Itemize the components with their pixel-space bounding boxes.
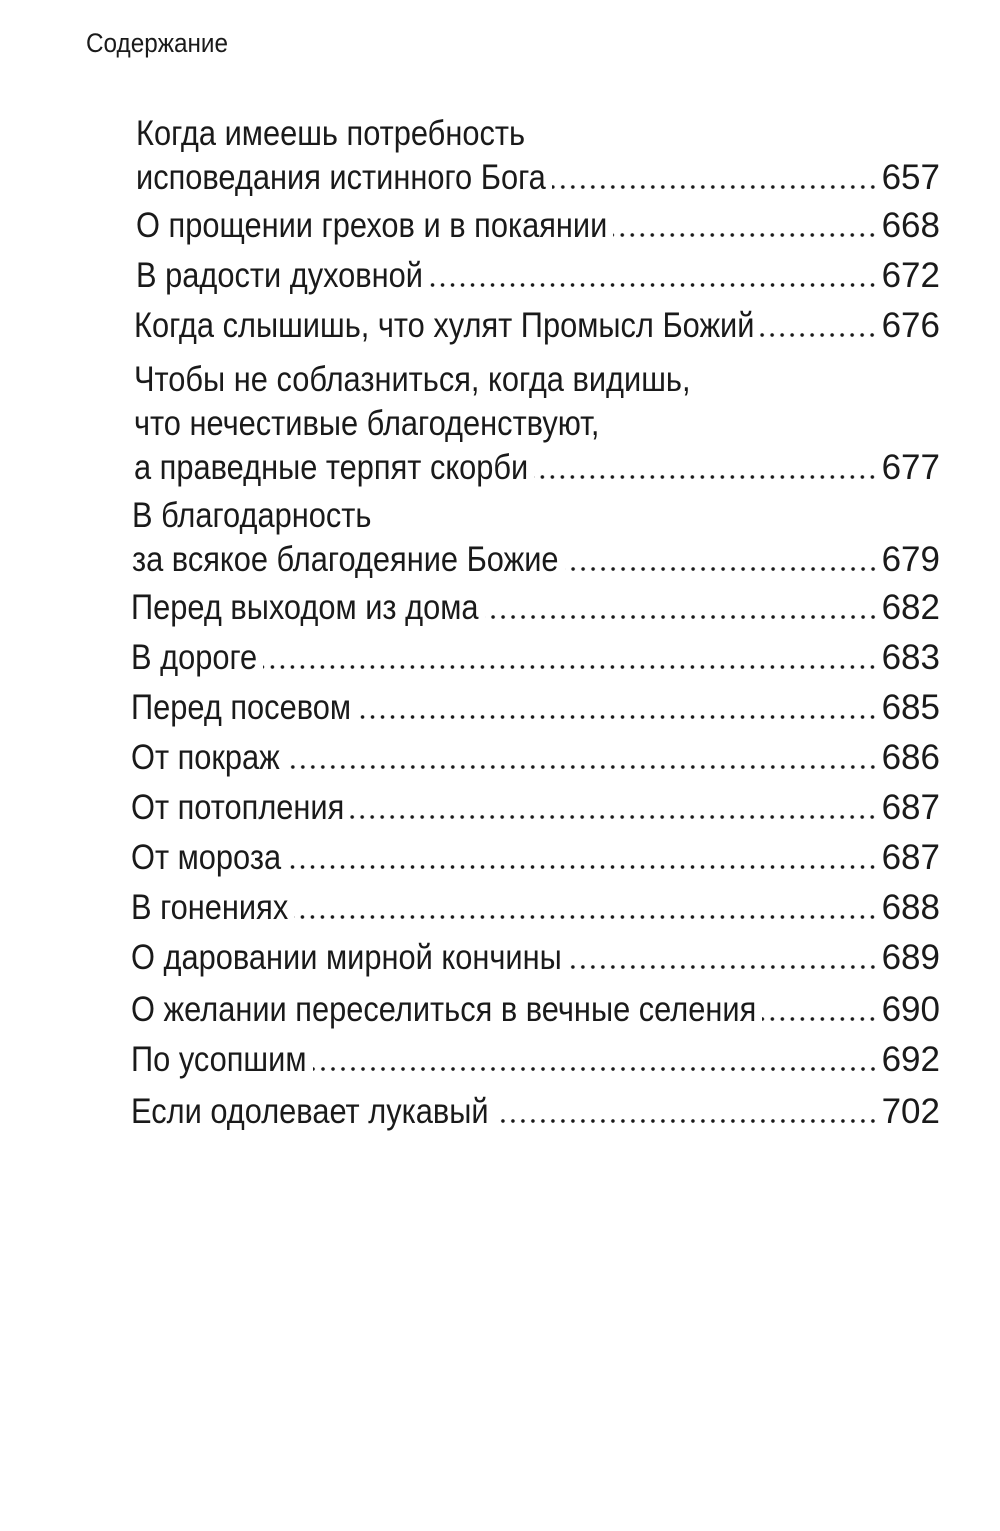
toc-page-number: 687 (881, 838, 940, 877)
toc-page-number: 688 (881, 888, 940, 927)
toc-entry-title-line: От мороза (131, 838, 282, 877)
toc-entry-row (131, 736, 940, 780)
toc-entry-row (134, 446, 940, 490)
toc-entry-title-line: В дороге (131, 638, 258, 677)
dot-leader (429, 282, 878, 288)
toc-page-number: 679 (881, 540, 940, 579)
toc-entry-title-line: Перед выходом из дома (131, 588, 479, 627)
toc-entry-title-line: исповедания истинного Бога (136, 158, 546, 197)
toc-entry-row (132, 538, 940, 582)
dot-leader (613, 232, 877, 238)
toc-page-number: 668 (881, 206, 940, 245)
toc-page-number: 686 (881, 738, 940, 777)
dot-leader (534, 474, 877, 480)
toc-entry[interactable] (131, 786, 940, 830)
toc-entry-row (131, 886, 940, 930)
toc-entry-row (131, 636, 940, 680)
toc-entry[interactable] (134, 304, 940, 348)
toc-entry-title-line: В благодарность (132, 496, 372, 535)
dot-leader (565, 566, 878, 572)
toc-entry-title-line: В радости духовной (136, 256, 424, 295)
toc-entry-title-line: а праведные терпят скорби (134, 448, 529, 487)
toc-entry-title-line: что нечестивые благоденствуют, (134, 404, 600, 443)
toc-entry[interactable] (136, 204, 940, 248)
dot-leader (357, 714, 878, 720)
toc-entry[interactable] (131, 586, 940, 630)
toc-page-number: 672 (881, 256, 940, 295)
toc-entry-title-line: В гонениях (131, 888, 289, 927)
toc-entry[interactable] (134, 358, 940, 490)
toc-entry[interactable] (131, 1038, 940, 1082)
dot-leader (263, 664, 877, 670)
toc-page-number: 657 (881, 158, 940, 197)
toc-entry[interactable] (131, 936, 940, 980)
toc-page-number: 682 (881, 588, 940, 627)
toc-entry-row (131, 988, 940, 1032)
dot-leader (568, 964, 878, 970)
toc-entry-row (131, 1038, 940, 1082)
toc-entry[interactable] (136, 112, 940, 200)
toc-entry[interactable] (131, 1090, 940, 1134)
toc-entry-row (136, 156, 940, 200)
toc-entry-title-line: О желании переселиться в вечные селения (131, 990, 757, 1029)
toc-entry-title-line: От покраж (131, 738, 280, 777)
toc-entry[interactable] (136, 254, 940, 298)
toc-entry-row (136, 254, 940, 298)
dot-leader (485, 614, 878, 620)
toc-page-number: 687 (881, 788, 940, 827)
dot-leader (350, 814, 877, 820)
toc-page-number: 690 (881, 990, 940, 1029)
toc-entry-row (136, 204, 940, 248)
dot-leader (294, 914, 877, 920)
dot-leader (287, 864, 878, 870)
toc-entry-title-line: От потопления (131, 788, 345, 827)
toc-entry-row (131, 786, 940, 830)
toc-entry-title-line: О даровании мирной кончины (131, 938, 562, 977)
toc-entry-title-line: Чтобы не соблазниться, когда видишь, (134, 360, 691, 399)
toc-entry[interactable] (131, 636, 940, 680)
toc-entry-row (131, 936, 940, 980)
toc-page-number: 702 (881, 1092, 940, 1131)
toc-entry-row (131, 586, 940, 630)
toc-entry[interactable] (132, 494, 940, 582)
dot-leader (762, 1016, 877, 1022)
dot-leader (760, 332, 877, 338)
toc-entry[interactable] (131, 988, 940, 1032)
dot-leader (552, 184, 878, 190)
toc-entry-title-line: Перед посевом (131, 688, 352, 727)
toc-page-number: 676 (881, 306, 940, 345)
toc-entry-title-line: Когда имеешь потребность (136, 114, 526, 153)
toc-page-number: 677 (881, 448, 940, 487)
toc-entry-row (134, 304, 940, 348)
toc-entry-row (131, 686, 940, 730)
toc-entry[interactable] (131, 886, 940, 930)
dot-leader (286, 764, 878, 770)
toc-page-number: 692 (881, 1040, 940, 1079)
dot-leader (495, 1118, 878, 1124)
toc-entry-row (131, 836, 940, 880)
toc-entry-title-line: По усопшим (131, 1040, 307, 1079)
toc-entry-title-line: за всякое благодеяние Божие (132, 540, 559, 579)
toc-entry-title-line: Если одолевает лукавый (131, 1092, 489, 1131)
toc-entry-title-line: О прощении грехов и в покаянии (136, 206, 608, 245)
toc-page-number: 685 (881, 688, 940, 727)
toc-entry[interactable] (131, 736, 940, 780)
toc-entry-row (131, 1090, 940, 1134)
dot-leader (313, 1066, 878, 1072)
running-header: Содержание (86, 28, 229, 58)
toc-entry[interactable] (131, 836, 940, 880)
toc-entry[interactable] (131, 686, 940, 730)
toc-page-number: 683 (881, 638, 940, 677)
toc-page-number: 689 (881, 938, 940, 977)
toc-entry-title-line: Когда слышишь, что хулят Промысл Божий (134, 306, 755, 345)
